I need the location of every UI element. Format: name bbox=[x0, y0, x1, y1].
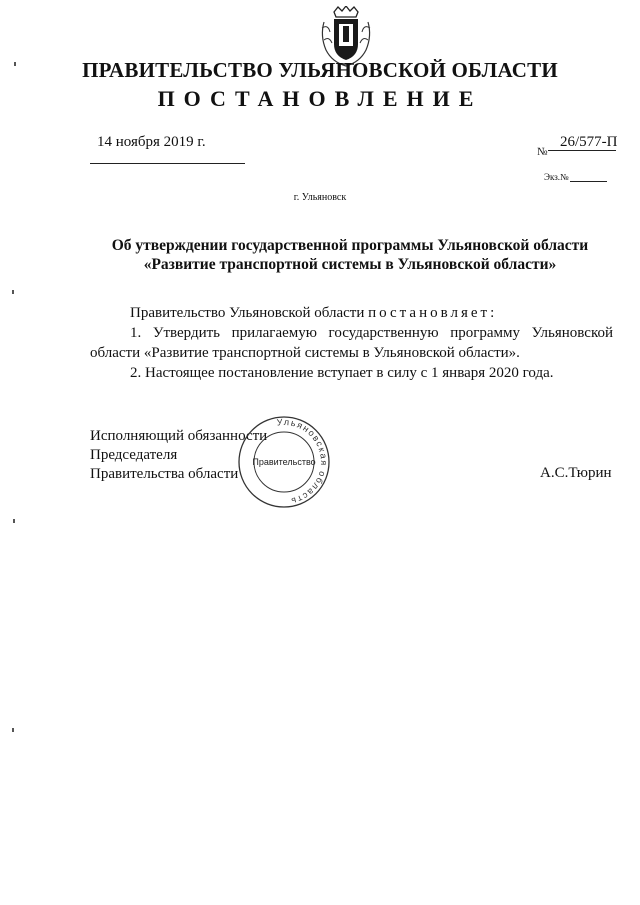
document-date: 14 ноября 2019 г. bbox=[97, 134, 206, 150]
subject-line-2: «Развитие транспортной системы в Ульяновской области» bbox=[143, 256, 557, 273]
scan-artifact bbox=[12, 728, 14, 732]
signer-position-line-1: Исполняющий обязанности bbox=[90, 428, 268, 444]
svg-text:Ульяновская область: Ульяновская область bbox=[276, 416, 330, 507]
copy-number-label: Экз.№ bbox=[544, 172, 569, 182]
preamble-verb: постановляет: bbox=[368, 305, 498, 321]
scan-artifact bbox=[13, 519, 15, 523]
number-label: № bbox=[537, 146, 548, 158]
svg-text:Правительство: Правительство bbox=[252, 457, 316, 467]
signer-position-line-3: Правительства области bbox=[90, 466, 239, 482]
copy-number-underline bbox=[570, 181, 607, 182]
document-type-title: ПОСТАНОВЛЕНИЕ bbox=[157, 86, 483, 111]
item-1-line-2: области «Развитие транспортной системы в Ульяновской области». bbox=[90, 345, 520, 361]
item-2: 2. Настоящее постановление вступает в силу с 1 января 2020 года. bbox=[130, 365, 554, 381]
document-subject bbox=[60, 236, 640, 274]
scan-artifact bbox=[12, 290, 14, 294]
subject-line-1: Об утверждении государственной программы Ульяновской области bbox=[111, 237, 589, 254]
official-seal bbox=[236, 414, 332, 510]
organization-title: ПРАВИТЕЛЬСТВО УЛЬЯНОВСКОЙ ОБЛАСТИ bbox=[82, 58, 558, 82]
signer-position-line-2: Председателя bbox=[90, 447, 178, 463]
preamble-text: Правительство Ульяновской области bbox=[130, 305, 369, 321]
date-underline bbox=[90, 163, 245, 164]
item-1-line-1: 1. Утвердить прилагаемую государственную программу Ульяновской bbox=[130, 325, 613, 341]
document-body bbox=[90, 303, 613, 383]
city-name: г. Ульяновск bbox=[293, 192, 347, 203]
scan-artifact bbox=[14, 62, 16, 66]
document-number: 26/577-П bbox=[560, 134, 618, 150]
number-underline bbox=[548, 150, 616, 151]
signer-name: А.С.Тюрин bbox=[540, 465, 612, 481]
preamble bbox=[90, 303, 613, 323]
